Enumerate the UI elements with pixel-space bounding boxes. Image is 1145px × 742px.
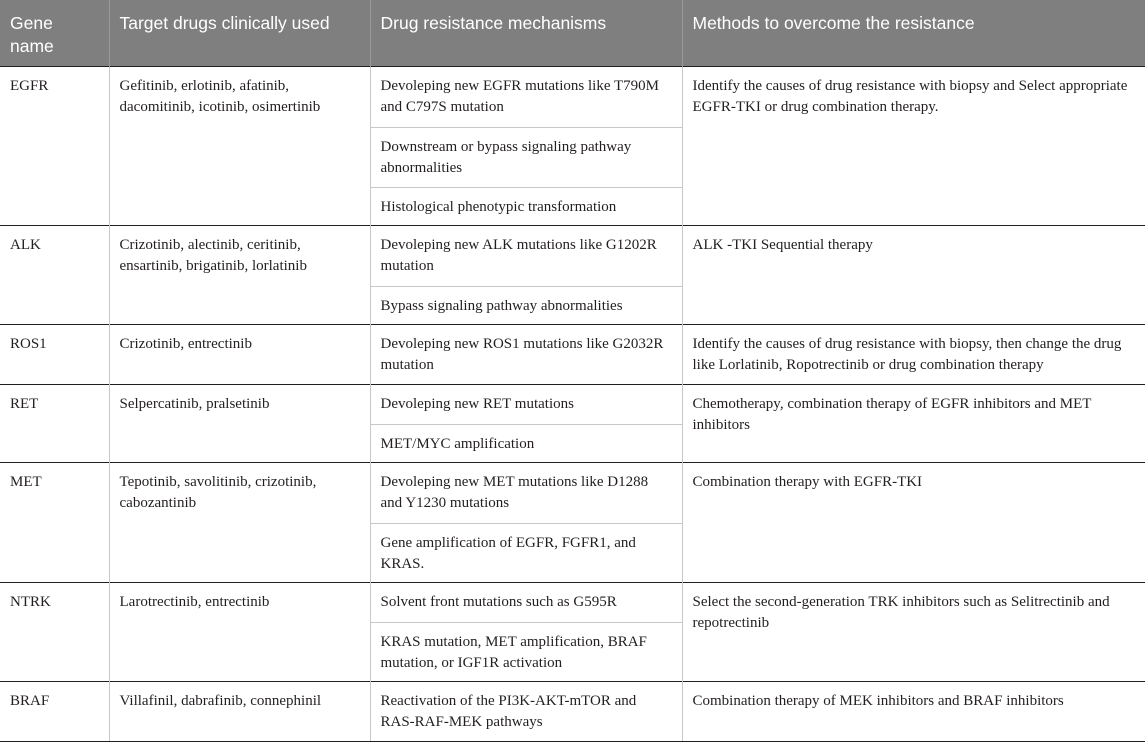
gene-cell xyxy=(0,583,109,682)
drugs-cell xyxy=(109,226,370,325)
gene-name: BRAF xyxy=(0,682,109,712)
gene-cell xyxy=(0,682,109,742)
mechanism-item: Gene amplification of EGFR, FGFR1, and KRAS. xyxy=(371,523,682,582)
target-drugs: Selpercatinib, pralsetinib xyxy=(110,385,370,415)
overcome-method: Combination therapy with EGFR-TKI xyxy=(683,463,1145,493)
table-row xyxy=(0,67,1145,226)
table-row xyxy=(0,463,1145,583)
header-target-drugs: Target drugs clinically used xyxy=(109,0,370,67)
mechanism-item: Devoleping new ROS1 mutations like G2032R mutation xyxy=(371,325,682,384)
methods-cell xyxy=(682,67,1145,226)
methods-cell xyxy=(682,385,1145,463)
gene-cell xyxy=(0,226,109,325)
mechanism-item: Histological phenotypic transformation xyxy=(371,187,682,225)
mechanisms-cell xyxy=(370,682,682,742)
target-drugs: Crizotinib, entrectinib xyxy=(110,325,370,355)
methods-cell xyxy=(682,325,1145,385)
table-row xyxy=(0,325,1145,385)
table-row xyxy=(0,385,1145,463)
mechanisms-cell xyxy=(370,385,682,463)
mechanism-item: Devoleping new EGFR mutations like T790M and C797S mutation xyxy=(371,67,682,127)
overcome-method: Identify the causes of drug resistance with biopsy and Select appropriate EGFR-TKI or drug combination therapy. xyxy=(683,67,1145,118)
gene-name: EGFR xyxy=(0,67,109,97)
table-row xyxy=(0,226,1145,325)
table-body xyxy=(0,67,1145,742)
gene-cell xyxy=(0,67,109,226)
gene-name: NTRK xyxy=(0,583,109,613)
drugs-cell xyxy=(109,385,370,463)
drugs-cell xyxy=(109,325,370,385)
target-drugs: Gefitinib, erlotinib, afatinib, dacomitinib, icotinib, osimertinib xyxy=(110,67,370,118)
mechanism-item: MET/MYC amplification xyxy=(371,424,682,462)
mechanism-item: Bypass signaling pathway abnormalities xyxy=(371,286,682,324)
header-row xyxy=(0,0,1145,67)
overcome-method: Chemotherapy, combination therapy of EGFR inhibitors and MET inhibitors xyxy=(683,385,1145,436)
target-drugs: Villafinil, dabrafinib, connephinil xyxy=(110,682,370,712)
methods-cell xyxy=(682,583,1145,682)
overcome-method: Identify the causes of drug resistance with biopsy, then change the drug like Lorlatinib, Ropotrectinib or drug combination therapy xyxy=(683,325,1145,376)
header-gene-name: Gene name xyxy=(0,0,109,67)
mechanism-item: KRAS mutation, MET amplification, BRAF mutation, or IGF1R activation xyxy=(371,622,682,681)
mechanism-item: Devoleping new MET mutations like D1288 and Y1230 mutations xyxy=(371,463,682,523)
table-row xyxy=(0,682,1145,742)
drugs-cell xyxy=(109,682,370,742)
drugs-cell xyxy=(109,583,370,682)
gene-cell xyxy=(0,463,109,583)
mechanism-item: Devoleping new RET mutations xyxy=(371,385,682,424)
mechanisms-cell xyxy=(370,325,682,385)
gene-name: RET xyxy=(0,385,109,415)
mechanisms-cell xyxy=(370,67,682,226)
gene-cell xyxy=(0,325,109,385)
table-header xyxy=(0,0,1145,67)
table-row xyxy=(0,583,1145,682)
mechanism-item: Reactivation of the PI3K-AKT-mTOR and RAS-RAF-MEK pathways xyxy=(371,682,682,741)
overcome-method: Select the second-generation TRK inhibitors such as Selitrectinib and repotrectinib xyxy=(683,583,1145,634)
gene-name: MET xyxy=(0,463,109,493)
methods-cell xyxy=(682,682,1145,742)
mechanism-item: Solvent front mutations such as G595R xyxy=(371,583,682,622)
target-drugs: Larotrectinib, entrectinib xyxy=(110,583,370,613)
overcome-method: Combination therapy of MEK inhibitors and BRAF inhibitors xyxy=(683,682,1145,712)
gene-cell xyxy=(0,385,109,463)
mechanisms-cell xyxy=(370,226,682,325)
methods-cell xyxy=(682,463,1145,583)
drugs-cell xyxy=(109,67,370,226)
mechanisms-cell xyxy=(370,463,682,583)
mechanism-item: Devoleping new ALK mutations like G1202R mutation xyxy=(371,226,682,286)
header-overcome-methods: Methods to overcome the resistance xyxy=(682,0,1145,67)
gene-name: ALK xyxy=(0,226,109,256)
mechanisms-cell xyxy=(370,583,682,682)
target-drugs: Tepotinib, savolitinib, crizotinib, cabozantinib xyxy=(110,463,370,514)
mechanism-item: Downstream or bypass signaling pathway abnormalities xyxy=(371,127,682,187)
overcome-method: ALK -TKI Sequential therapy xyxy=(683,226,1145,256)
drugs-cell xyxy=(109,463,370,583)
header-resistance-mechanisms: Drug resistance mechanisms xyxy=(370,0,682,67)
target-drugs: Crizotinib, alectinib, ceritinib, ensartinib, brigatinib, lorlatinib xyxy=(110,226,370,277)
gene-name: ROS1 xyxy=(0,325,109,355)
methods-cell xyxy=(682,226,1145,325)
